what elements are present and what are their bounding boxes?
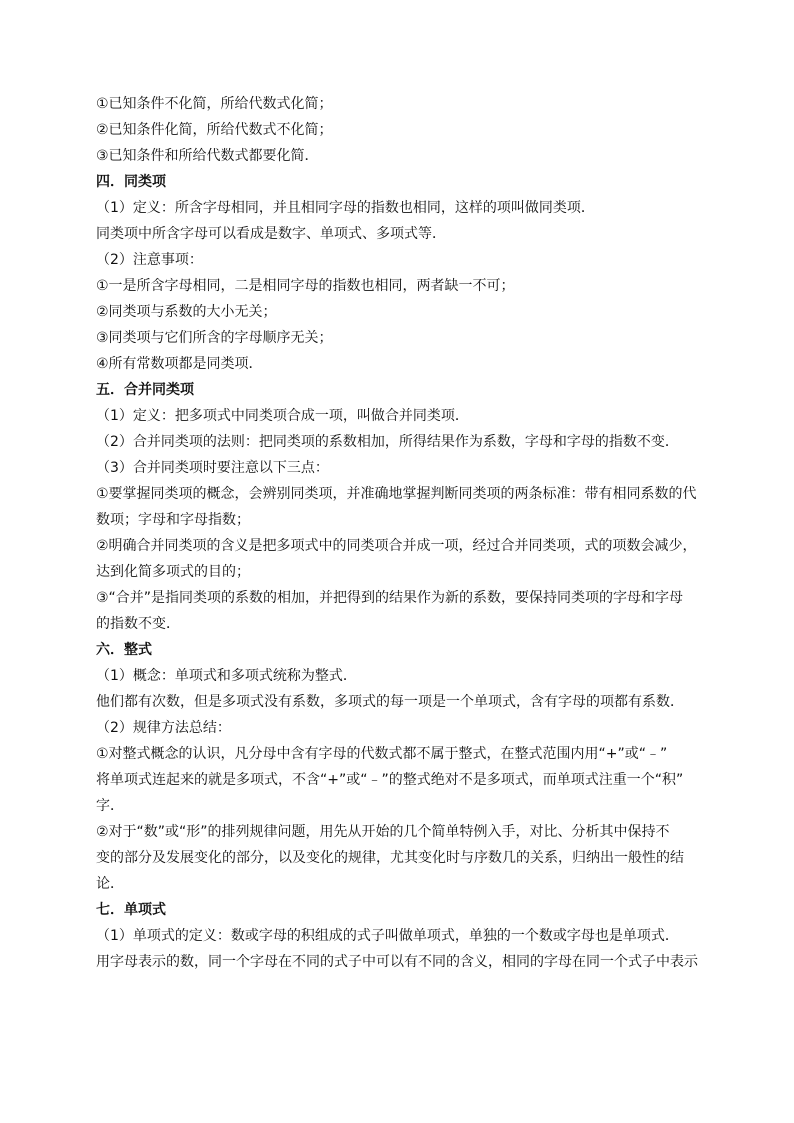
text-line: （1）定义：所含字母相同，并且相同字母的指数也相同，这样的项叫做同类项． [96, 200, 595, 216]
text-line: （2）注意事项： [96, 252, 203, 268]
text-line: 论． [96, 876, 124, 892]
text-line: 的指数不变． [96, 616, 180, 632]
text-line: （2）规律方法总结： [96, 720, 231, 736]
section-heading: 四．同类项 [96, 174, 166, 190]
text-line: 变的部分及发展变化的部分，以及变化的规律，尤其变化时与序数几的关系，归纳出一般性的结 [96, 850, 684, 866]
text-line: 用字母表示的数，同一个字母在不同的式子中可以有不同的含义，相同的字母在同一个式子中表示 [96, 954, 698, 970]
text-line: （3）合并同类项时要注意以下三点： [96, 460, 329, 476]
text-line: ③同类项与它们所含的字母顺序无关； [96, 330, 333, 346]
text-line: ②已知条件化简，所给代数式不化简； [96, 122, 333, 138]
text-line: ①一是所含字母相同，二是相同字母的指数也相同，两者缺一不可； [96, 278, 515, 294]
text-line: ③已知条件和所给代数式都要化简． [96, 148, 319, 164]
section-heading: 五．合并同类项 [96, 382, 194, 398]
text-line: ③“合并”是指同类项的系数的相加，并把得到的结果作为新的系数，要保持同类项的字母和字母 [96, 590, 684, 606]
section-heading: 六．整式 [96, 642, 152, 658]
text-line: （1）概念：单项式和多项式统称为整式． [96, 668, 357, 684]
text-line: （2）合并同类项的法则：把同类项的系数相加，所得结果作为系数，字母和字母的指数不变． [96, 434, 679, 450]
text-line: 达到化简多项式的目的； [96, 564, 250, 580]
text-line: 同类项中所含字母可以看成是数字、单项式、多项式等． [96, 226, 446, 242]
text-line: ②对于“数”或“形”的排列规律问题，用先从开始的几个简单特例入手，对比、分析其中保持不 [96, 824, 670, 840]
text-line: ①要掌握同类项的概念，会辨别同类项，并准确地掌握判断同类项的两条标准：带有相同系数的代 [96, 486, 697, 502]
text-line: 字． [96, 798, 124, 814]
text-line: ④所有常数项都是同类项． [96, 356, 263, 372]
text-line: 将单项式连起来的就是多项式，不含“+”或“﹣”的整式绝对不是多项式，而单项式注重一个“积” [96, 772, 684, 788]
text-line: ②同类项与系数的大小无关； [96, 304, 277, 320]
text-line: 数项；字母和字母指数； [96, 512, 250, 528]
section-heading: 七．单项式 [96, 902, 166, 918]
text-line: 他们都有次数，但是多项式没有系数，多项式的每一项是一个单项式，含有字母的项都有系数． [96, 694, 684, 710]
text-line: （1）定义：把多项式中同类项合成一项，叫做合并同类项． [96, 408, 469, 424]
text-line: ②明确合并同类项的含义是把多项式中的同类项合并成一项，经过合并同类项，式的项数会减少， [96, 538, 697, 554]
text-line: ①已知条件不化简，所给代数式化简； [96, 96, 333, 112]
text-line: （1）单项式的定义：数或字母的积组成的式子叫做单项式，单独的一个数或字母也是单项式． [96, 928, 679, 944]
document-body [96, 91, 700, 975]
text-line: ①对整式概念的认识，凡分母中含有字母的代数式都不属于整式，在整式范围内用“+”或“﹣” [96, 746, 668, 762]
